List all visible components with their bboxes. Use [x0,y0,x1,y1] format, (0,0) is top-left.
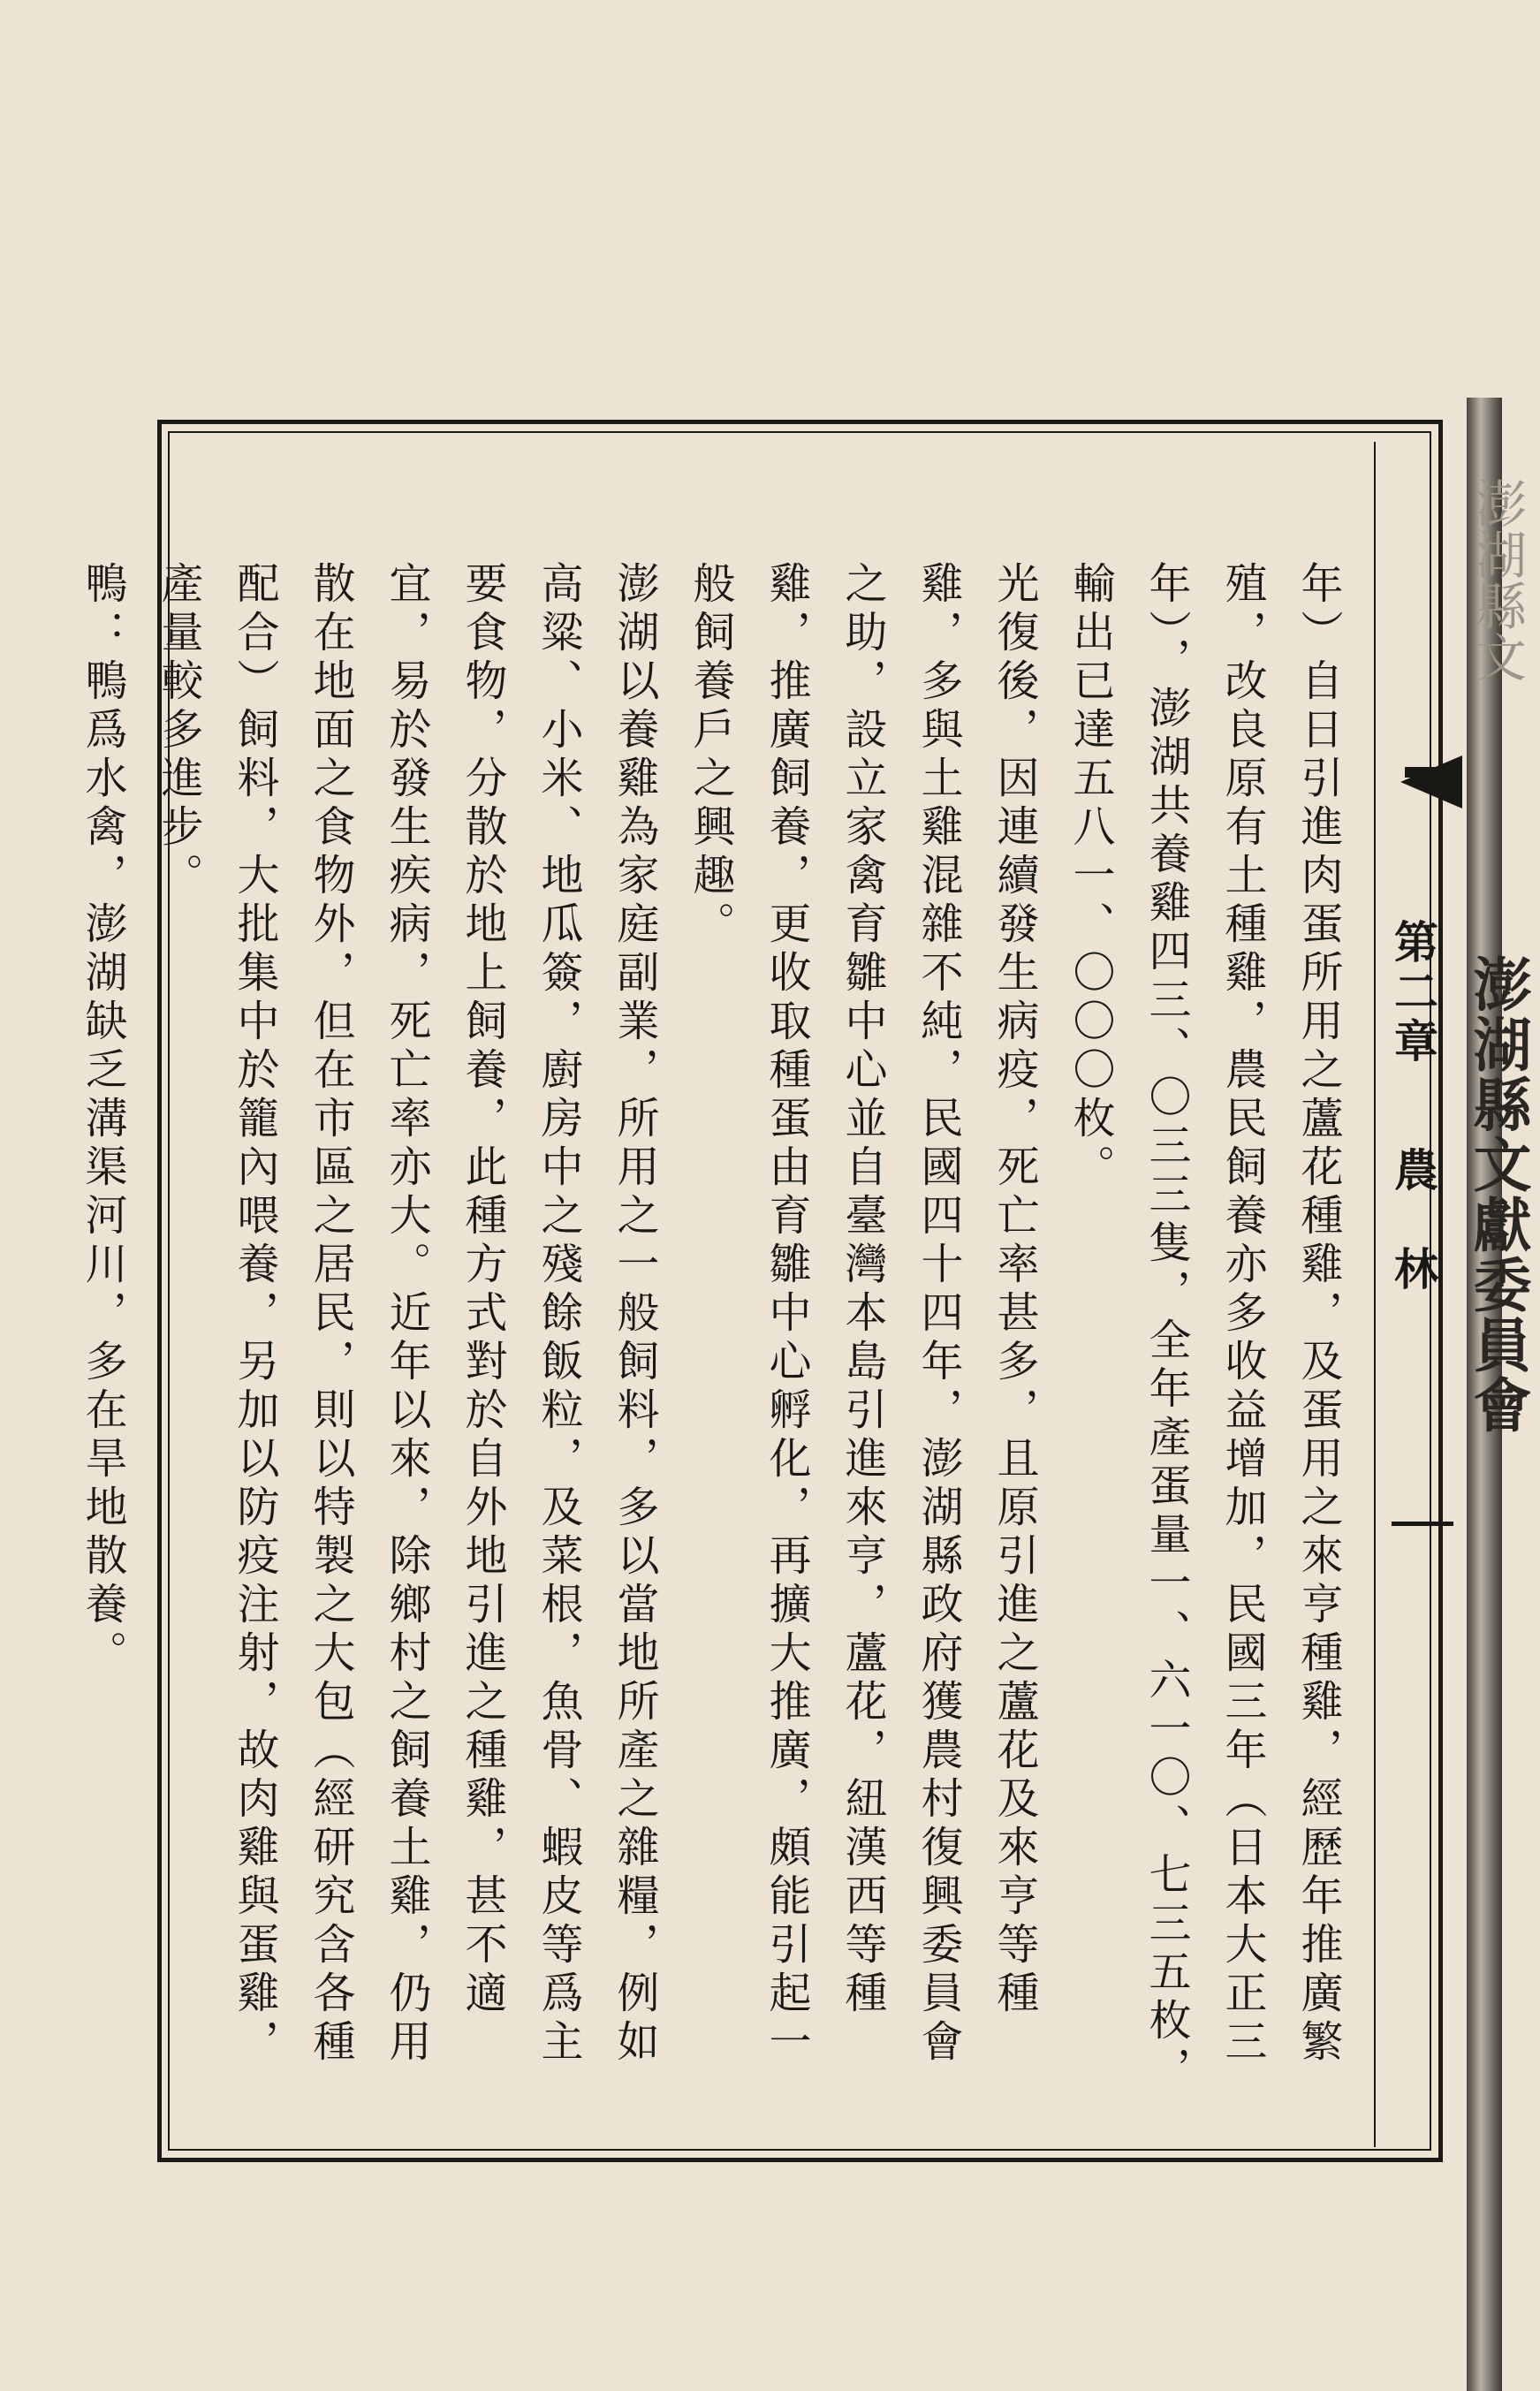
paragraph: 澎湖以養雞為家庭副業，所用之一般飼料，多以當地所產之雜糧，例如高粱、小米、地瓜簽，廚房中之殘餘飯粒，及菜根，魚骨、蝦皮等爲主要食物，分散於地上飼養，此種方式對於自外地引進之種雞，甚不適宜，易於發生疾病，死亡率亦大。近年以來，除鄉村之飼養土雞，仍用散在地面之食物外，但在市區之居民，則以特製之大包（經研究含各種配合）飼料，大批集中於籠內喂養，另加以防疫注射，故肉雞與蛋雞，產量較多進步。 [154,561,659,2068]
paragraph: 光復後，因連續發生病疫，死亡率甚多，且原引進之蘆花及來亨等種雞，多與土雞混雜不純，民國四十四年，澎湖縣政府獲農村復興委員會之助，設立家禽育雛中心並自臺灣本島引進來亨，蘆花，紐漢西等種雞，推廣飼養，更收取種蛋由育雛中心孵化，再擴大推廣，頗能引起一般飼養戶之興趣。 [686,561,1039,2068]
page-body [78,561,1356,2107]
header-divider [1374,442,1376,2147]
paragraph: 鴨：鴨爲水禽，澎湖缺乏溝渠河川，多在旱地散養。 [78,561,127,1679]
chapter-number: 第二章 [1387,919,1439,1067]
chapter-name: 農 林 [1387,1147,1439,1295]
running-header [1381,919,1445,1295]
spine-faded-text: 澎湖縣文 [1467,477,1527,682]
spine-publisher: 澎湖縣文獻委員會 [1463,954,1532,1435]
running-head-bar-bottom [1392,1522,1453,1526]
running-head-wedge [1400,755,1462,808]
paragraph: 年）自日引進肉蛋所用之蘆花種雞，及蛋用之來亨種雞，經歷年推廣繁殖，改良原有土種雞，農民飼養亦多收益增加，民國三年（日本大正三年），澎湖共養雞四三、〇三三隻，全年產蛋量一、六一〇、七三五枚，輸出已達五八一、〇〇〇枚。 [1066,561,1343,2095]
running-head-bar [1405,767,1449,778]
